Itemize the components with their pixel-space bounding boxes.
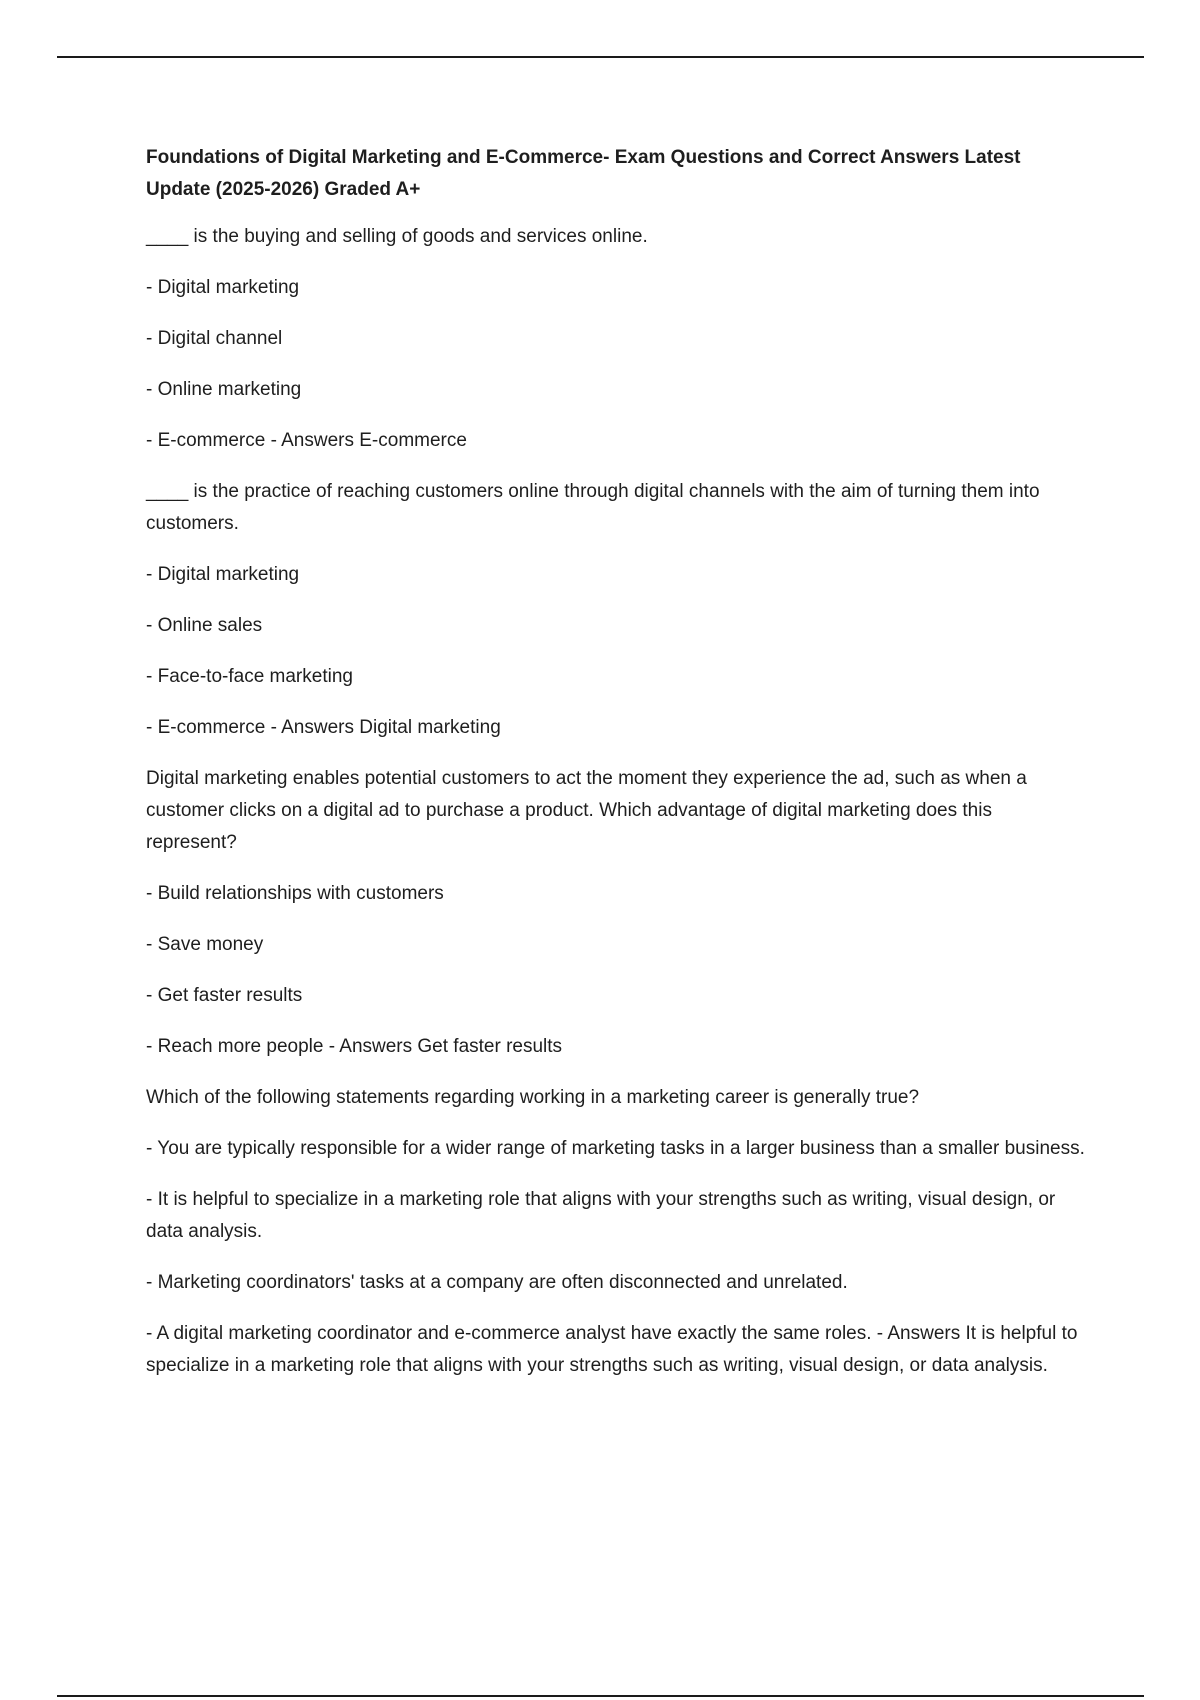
question-4-option: - It is helpful to specialize in a marketing role that aligns with your strengths such as writing, visual design, or data analysis. <box>146 1189 1056 1242</box>
question-3-option: - Build relationships with customers <box>146 883 444 904</box>
question-3-option-answer: - Reach more people - Answers Get faster results <box>146 1036 563 1057</box>
question-1-option: - Digital channel <box>146 328 283 349</box>
question-4-option: - You are typically responsible for a wider range of marketing tasks in a larger business than a smaller business. <box>146 1138 1085 1159</box>
question-1: ____ is the buying and selling of goods and services online. <box>146 226 648 247</box>
question-1-option-answer: - E-commerce - Answers E-commerce <box>146 430 467 451</box>
document-title: Foundations of Digital Marketing and E-Commerce- Exam Questions and Correct Answers Latest Update (2025-2026) Graded A+ <box>146 147 1021 200</box>
bottom-rule <box>57 1695 1144 1697</box>
top-rule <box>57 56 1144 58</box>
question-2: ____ is the practice of reaching customers online through digital channels with the aim of turning them into customers. <box>146 481 1040 534</box>
question-3-option: - Get faster results <box>146 985 303 1006</box>
question-2-option: - Digital marketing <box>146 564 300 585</box>
question-1-option: - Digital marketing <box>146 277 300 298</box>
question-4-option-answer: - A digital marketing coordinator and e-commerce analyst have exactly the same roles. - Answers It is helpful to specialize in a marketing role that aligns with your strengths such as writing, visual design, or data analysis. <box>146 1323 1078 1376</box>
question-1-option: - Online marketing <box>146 379 302 400</box>
question-4: Which of the following statements regarding working in a marketing career is generally true? <box>146 1087 920 1108</box>
question-4-option: - Marketing coordinators' tasks at a company are often disconnected and unrelated. <box>146 1272 848 1293</box>
question-2-option: - Online sales <box>146 615 263 636</box>
question-2-option-answer: - E-commerce - Answers Digital marketing <box>146 717 501 738</box>
question-3-option: - Save money <box>146 934 264 955</box>
document-body <box>146 142 1086 1401</box>
question-3: Digital marketing enables potential customers to act the moment they experience the ad, such as when a customer clicks on a digital ad to purchase a product. Which advantage of digital marketing does this represent? <box>146 768 1027 853</box>
question-2-option: - Face-to-face marketing <box>146 666 353 687</box>
